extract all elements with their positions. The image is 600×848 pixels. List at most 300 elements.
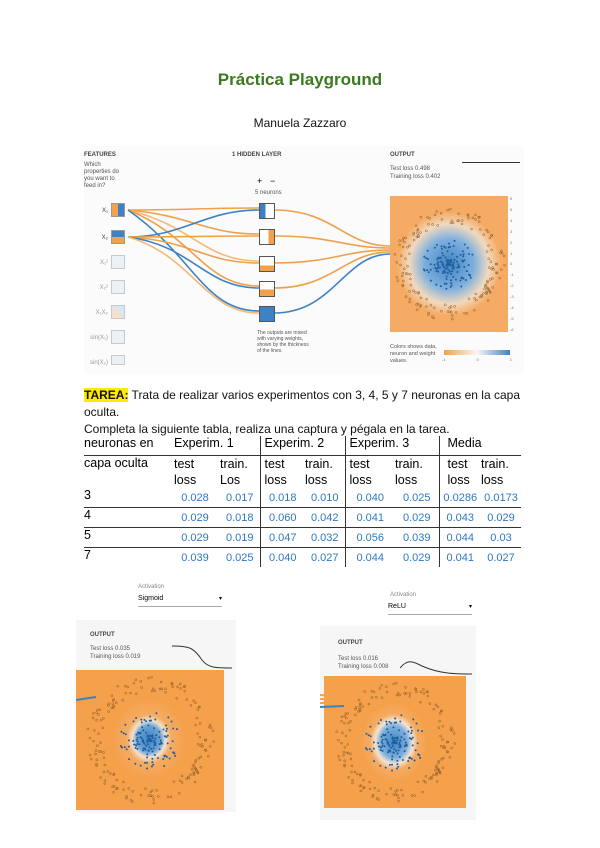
data-point-blue — [426, 269, 428, 271]
data-point-blue — [456, 271, 458, 273]
test-loss: Test loss 0.498 — [390, 166, 431, 172]
data-point-orange — [491, 277, 493, 279]
data-point-blue — [162, 728, 164, 730]
data-point-blue — [172, 751, 174, 753]
data-point-blue — [423, 268, 425, 270]
feature-label-x2-squared: X₂² — [99, 285, 108, 291]
axis-tick: 4 — [510, 217, 513, 223]
data-point-blue — [377, 742, 379, 744]
author-name: Manuela Zazzaro — [253, 116, 347, 130]
data-point-blue — [446, 275, 448, 277]
data-point-blue — [448, 243, 450, 245]
chevron-down-icon: ▾ — [468, 604, 472, 610]
cell-value: 0.029 — [481, 508, 521, 528]
data-point-blue — [396, 763, 398, 765]
neuron-caption: The outputs are mixed with varying weights, shown by the thickness of the lines. — [257, 330, 309, 354]
data-point-blue — [379, 765, 381, 767]
feature-x1-toggle[interactable] — [111, 203, 125, 217]
data-point-orange — [487, 231, 489, 233]
data-point-orange — [410, 284, 412, 286]
colors-caption: Colors shows data, neuron and weight values. — [390, 344, 437, 364]
data-point-blue — [137, 741, 139, 743]
test-loss-right: Test loss 0.016 — [338, 656, 379, 662]
data-point-blue — [146, 753, 148, 755]
training-loss-right: Training loss 0.008 — [338, 664, 389, 670]
data-point-blue — [451, 284, 453, 286]
feature-x1x2-toggle[interactable] — [111, 305, 125, 319]
activation-select-left[interactable] — [138, 595, 222, 607]
add-neuron-button[interactable]: + — [257, 176, 263, 186]
table-row — [84, 508, 521, 528]
data-point-blue — [135, 745, 137, 747]
feature-label-x1x2: X₁X₂ — [95, 310, 108, 316]
data-point-blue — [144, 762, 146, 764]
subheader-text: Los — [220, 473, 241, 487]
axis-tick: 1 — [510, 250, 513, 256]
data-point-blue — [417, 753, 419, 755]
data-point-blue — [152, 751, 154, 753]
data-point-blue — [450, 259, 452, 261]
data-point-blue — [155, 712, 157, 714]
feature-x2-squared-toggle[interactable] — [111, 280, 125, 294]
subheader-text: train. — [305, 457, 333, 471]
data-point-orange — [425, 230, 427, 232]
data-point-blue — [412, 737, 414, 739]
data-point-orange — [396, 276, 398, 278]
data-point-blue — [428, 271, 430, 273]
data-point-blue — [452, 276, 454, 278]
data-point-blue — [419, 757, 421, 759]
data-point-blue — [373, 748, 375, 750]
axis-tick: 6 — [510, 196, 513, 201]
data-point-blue — [451, 270, 453, 272]
data-point-blue — [143, 719, 145, 721]
data-point-blue — [400, 736, 402, 738]
data-point-orange — [488, 267, 490, 269]
data-point-blue — [380, 747, 382, 749]
hidden-neuron-4[interactable] — [259, 281, 275, 297]
output-heatmap-left — [76, 670, 224, 810]
data-point-blue — [137, 748, 139, 750]
task-line-1: Trata de realizar varios experimentos con 3, 4, 5 y 7 neuronas en la capa oculta. — [84, 388, 520, 419]
cell-value: 0.029 — [170, 528, 220, 548]
page-title: Práctica Playground — [217, 70, 383, 89]
data-point-orange — [437, 224, 439, 226]
data-point-orange — [488, 245, 490, 247]
data-point-blue — [399, 744, 401, 746]
hidden-neuron-1[interactable] — [259, 203, 275, 219]
cell-value: 0.047 — [260, 528, 305, 548]
data-point-blue — [120, 745, 122, 747]
data-point-blue — [397, 766, 399, 768]
data-point-orange — [409, 278, 411, 280]
data-point-blue — [136, 743, 138, 745]
data-point-blue — [381, 741, 383, 743]
data-point-blue — [445, 288, 447, 290]
data-point-blue — [437, 266, 439, 268]
data-point-blue — [457, 263, 459, 265]
cell-value: 0.056 — [345, 528, 395, 548]
data-point-orange — [397, 280, 399, 282]
data-point-blue — [160, 739, 162, 741]
data-point-blue — [151, 761, 153, 763]
data-point-orange — [451, 318, 453, 320]
data-point-orange — [451, 314, 453, 316]
data-point-orange — [475, 299, 477, 301]
data-point-blue — [152, 737, 154, 739]
subheader-text: loss — [264, 473, 287, 487]
cell-value: 0.027 — [487, 551, 515, 564]
data-point-blue — [459, 280, 461, 282]
data-point-blue — [412, 718, 414, 720]
data-point-blue — [447, 269, 449, 271]
data-point-blue — [391, 758, 393, 760]
data-point-blue — [387, 731, 389, 733]
data-point-orange — [486, 251, 488, 253]
subheader-text: loss — [174, 473, 197, 487]
subheader-text: test — [447, 457, 468, 471]
data-point-orange — [490, 261, 492, 263]
data-point-orange — [489, 278, 491, 280]
data-point-blue — [460, 277, 462, 279]
data-points — [390, 196, 508, 332]
data-point-orange — [479, 296, 481, 298]
data-point-orange — [426, 298, 428, 300]
header-neurons-line1: neuronas en — [84, 436, 154, 450]
cell-value: 0.027 — [310, 551, 339, 564]
data-point-blue — [442, 255, 444, 257]
data-point-blue — [444, 271, 446, 273]
data-point-blue — [445, 268, 447, 270]
data-point-blue — [441, 261, 443, 263]
cell-value: 0.029 — [402, 551, 431, 564]
hidden-neuron-2[interactable] — [259, 229, 275, 245]
data-point-orange — [444, 304, 446, 306]
data-point-blue — [430, 269, 432, 271]
data-point-orange — [450, 306, 452, 308]
data-point-orange — [431, 316, 433, 318]
data-point-blue — [436, 263, 438, 265]
data-point-orange — [488, 258, 490, 260]
activation-select-right[interactable] — [388, 603, 472, 615]
hidden-layer-label: 1 HIDDEN LAYER — [232, 152, 282, 158]
data-point-blue — [392, 751, 394, 753]
data-point-blue — [137, 737, 139, 739]
data-point-blue — [166, 728, 168, 730]
data-point-blue — [442, 264, 444, 266]
data-point-blue — [140, 765, 142, 767]
data-point-blue — [448, 246, 450, 248]
data-point-orange — [455, 312, 457, 314]
data-point-blue — [171, 720, 173, 722]
data-point-blue — [136, 739, 138, 741]
feature-sin-x1-toggle[interactable] — [111, 330, 125, 344]
data-point-blue — [124, 724, 126, 726]
data-point-blue — [137, 732, 139, 734]
data-point-blue — [398, 729, 400, 731]
data-point-blue — [394, 718, 396, 720]
screenshot-relu — [320, 626, 476, 820]
data-point-blue — [135, 717, 137, 719]
data-point-blue — [172, 740, 174, 742]
data-point-blue — [149, 720, 151, 722]
data-point-blue — [451, 253, 453, 255]
data-point-blue — [378, 746, 380, 748]
data-point-blue — [446, 259, 448, 261]
data-point-orange — [433, 317, 435, 319]
data-point-orange — [407, 265, 409, 267]
data-point-blue — [123, 732, 125, 734]
data-point-blue — [468, 264, 470, 266]
data-point-blue — [132, 740, 134, 742]
data-point-blue — [423, 256, 425, 258]
output-label-left: OUTPUT — [90, 632, 115, 638]
subheader-test-loss — [260, 456, 305, 489]
feature-label-sin-x2: sin(X₂) — [90, 360, 108, 366]
cell-value: 0.044 — [345, 548, 395, 568]
data-point-blue — [397, 739, 399, 741]
data-point-blue — [142, 729, 144, 731]
data-point-blue — [460, 285, 462, 287]
feature-sin-x2-toggle[interactable] — [111, 355, 125, 365]
cell-value: 0.03 — [481, 528, 521, 548]
data-point-blue — [392, 736, 394, 738]
data-point-orange — [425, 306, 427, 308]
data-point-blue — [427, 250, 429, 252]
data-point-orange — [499, 277, 501, 279]
data-point-orange — [396, 261, 398, 263]
data-point-blue — [135, 734, 137, 736]
data-point-orange — [430, 304, 432, 306]
row-neurons: 3 — [84, 488, 170, 508]
data-point-blue — [463, 259, 465, 261]
data-point-blue — [456, 256, 458, 258]
data-point-orange — [500, 250, 502, 252]
data-point-blue — [453, 259, 455, 261]
data-point-blue — [398, 749, 400, 751]
data-point-blue — [380, 736, 382, 738]
data-point-blue — [445, 247, 447, 249]
data-point-orange — [449, 208, 451, 210]
data-point-blue — [441, 252, 443, 254]
data-point-blue — [411, 730, 413, 732]
data-point-blue — [165, 730, 167, 732]
data-point-blue — [388, 721, 390, 723]
data-point-blue — [369, 726, 371, 728]
subheader-text: test — [264, 457, 285, 471]
data-point-blue — [445, 283, 447, 285]
subheader-text: test — [174, 457, 195, 471]
data-point-blue — [151, 765, 153, 767]
data-point-blue — [463, 253, 465, 255]
data-point-blue — [453, 245, 455, 247]
data-point-blue — [427, 258, 429, 260]
row-neurons: 5 — [84, 528, 170, 548]
data-point-blue — [440, 245, 442, 247]
cell-value: 0.018 — [220, 508, 260, 528]
data-point-blue — [408, 757, 410, 759]
subheader-train-loss — [481, 456, 521, 489]
data-point-blue — [162, 758, 164, 760]
cell-value: 0.060 — [260, 508, 305, 528]
cell-value: 0.044 — [439, 528, 481, 548]
data-point-blue — [396, 742, 398, 744]
data-point-blue — [450, 261, 452, 263]
data-point-blue — [436, 258, 438, 260]
data-point-blue — [392, 745, 394, 747]
data-point-orange — [414, 291, 416, 293]
data-point-blue — [160, 742, 162, 744]
data-point-blue — [147, 724, 149, 726]
data-point-blue — [147, 743, 149, 745]
data-point-blue — [462, 255, 464, 257]
data-point-orange — [473, 297, 475, 299]
data-point-blue — [393, 748, 395, 750]
axis-tick: 5 — [510, 206, 513, 212]
data-point-orange — [483, 234, 485, 236]
data-point-blue — [394, 722, 396, 724]
output-label: OUTPUT — [390, 152, 415, 158]
data-point-blue — [437, 261, 439, 263]
data-point-blue — [468, 274, 470, 276]
data-point-blue — [409, 737, 411, 739]
data-point-orange — [405, 296, 407, 298]
data-point-blue — [453, 262, 455, 264]
hidden-neuron-5[interactable] — [259, 306, 275, 322]
cell-value: 0.010 — [305, 488, 345, 508]
subheader-text: loss — [447, 473, 470, 487]
data-point-blue — [396, 767, 398, 769]
data-point-blue — [152, 764, 154, 766]
data-point-blue — [141, 737, 143, 739]
cell-value: 0.032 — [305, 528, 345, 548]
data-point-blue — [159, 748, 161, 750]
data-point-blue — [385, 767, 387, 769]
data-point-blue — [400, 714, 402, 716]
data-point-blue — [440, 285, 442, 287]
data-point-orange — [405, 237, 407, 239]
data-point-blue — [461, 260, 463, 262]
data-point-blue — [154, 740, 156, 742]
data-point-blue — [371, 750, 373, 752]
data-point-blue — [415, 749, 417, 751]
data-point-orange — [402, 285, 404, 287]
header-experim-3: Experim. 3 — [345, 436, 439, 456]
data-point-blue — [365, 733, 367, 735]
cell-value: 0.029 — [170, 508, 220, 528]
data-point-blue — [382, 750, 384, 752]
subheader-train-loss — [395, 456, 439, 489]
data-point-blue — [142, 740, 144, 742]
screenshot-sigmoid — [76, 620, 236, 812]
data-point-blue — [414, 759, 416, 761]
hidden-neuron-3[interactable] — [259, 256, 275, 272]
data-point-orange — [433, 307, 435, 309]
feature-x1-squared-toggle[interactable] — [111, 255, 125, 269]
feature-label-x1: X₁ — [101, 208, 108, 214]
cell-value: 0.043 — [439, 508, 481, 528]
data-point-blue — [395, 750, 397, 752]
data-point-blue — [391, 755, 393, 757]
data-point-blue — [466, 270, 468, 272]
data-point-blue — [417, 742, 419, 744]
data-point-blue — [399, 742, 401, 744]
color-legend — [444, 350, 510, 355]
data-point-blue — [389, 750, 391, 752]
data-point-blue — [145, 745, 147, 747]
data-point-orange — [451, 220, 453, 222]
data-point-blue — [158, 731, 160, 733]
data-point-blue — [436, 244, 438, 246]
cell-value: 0.041 — [345, 508, 395, 528]
data-point-blue — [471, 254, 473, 256]
data-point-orange — [482, 292, 484, 294]
chevron-down-icon: ▾ — [218, 596, 222, 602]
cell-value: 0.0173 — [481, 488, 521, 508]
feature-x2-toggle[interactable] — [111, 230, 125, 244]
data-point-blue — [128, 746, 130, 748]
data-point-orange — [403, 237, 405, 239]
activation-label-left: Activation — [138, 584, 165, 590]
data-point-blue — [149, 716, 151, 718]
training-loss: Training loss 0.402 — [390, 174, 441, 180]
data-point-blue — [381, 745, 383, 747]
data-point-blue — [147, 737, 149, 739]
data-point-orange — [399, 264, 401, 266]
task-tag: TAREA: — [84, 388, 129, 402]
data-point-blue — [443, 266, 445, 268]
data-point-orange — [404, 241, 406, 243]
data-point-blue — [456, 261, 458, 263]
data-point-blue — [140, 719, 142, 721]
data-point-orange — [487, 299, 489, 301]
data-point-blue — [120, 731, 122, 733]
data-point-orange — [402, 239, 404, 241]
data-point-blue — [163, 765, 165, 767]
data-point-blue — [174, 755, 176, 757]
cell-value: 0.039 — [395, 528, 439, 548]
data-point-blue — [410, 732, 412, 734]
data-point-blue — [165, 724, 167, 726]
data-point-blue — [460, 254, 462, 256]
table-row — [84, 548, 521, 568]
data-point-blue — [398, 746, 400, 748]
data-point-orange — [420, 216, 422, 218]
cell-value: 0.019 — [220, 528, 260, 548]
data-point-orange — [407, 246, 409, 248]
data-point-blue — [446, 261, 448, 263]
data-point-blue — [386, 739, 388, 741]
data-point-orange — [399, 240, 401, 242]
subheader-text: test — [349, 457, 370, 471]
remove-neuron-button[interactable]: − — [270, 176, 276, 186]
data-point-orange — [420, 297, 422, 299]
data-point-blue — [405, 744, 407, 746]
data-point-blue — [450, 279, 452, 281]
data-point-blue — [399, 739, 401, 741]
data-point-blue — [145, 720, 147, 722]
data-point-orange — [412, 290, 414, 292]
data-point-orange — [434, 214, 436, 216]
data-point-blue — [404, 750, 406, 752]
header-neurons-line2: capa oculta — [84, 456, 170, 489]
data-point-blue — [139, 732, 141, 734]
data-point-blue — [380, 749, 382, 751]
data-point-orange — [450, 222, 452, 224]
data-point-blue — [449, 271, 451, 273]
task-line-2: Completa la siguiente tabla, realiza una captura y pégala en la tarea. — [84, 422, 450, 436]
data-point-blue — [397, 753, 399, 755]
